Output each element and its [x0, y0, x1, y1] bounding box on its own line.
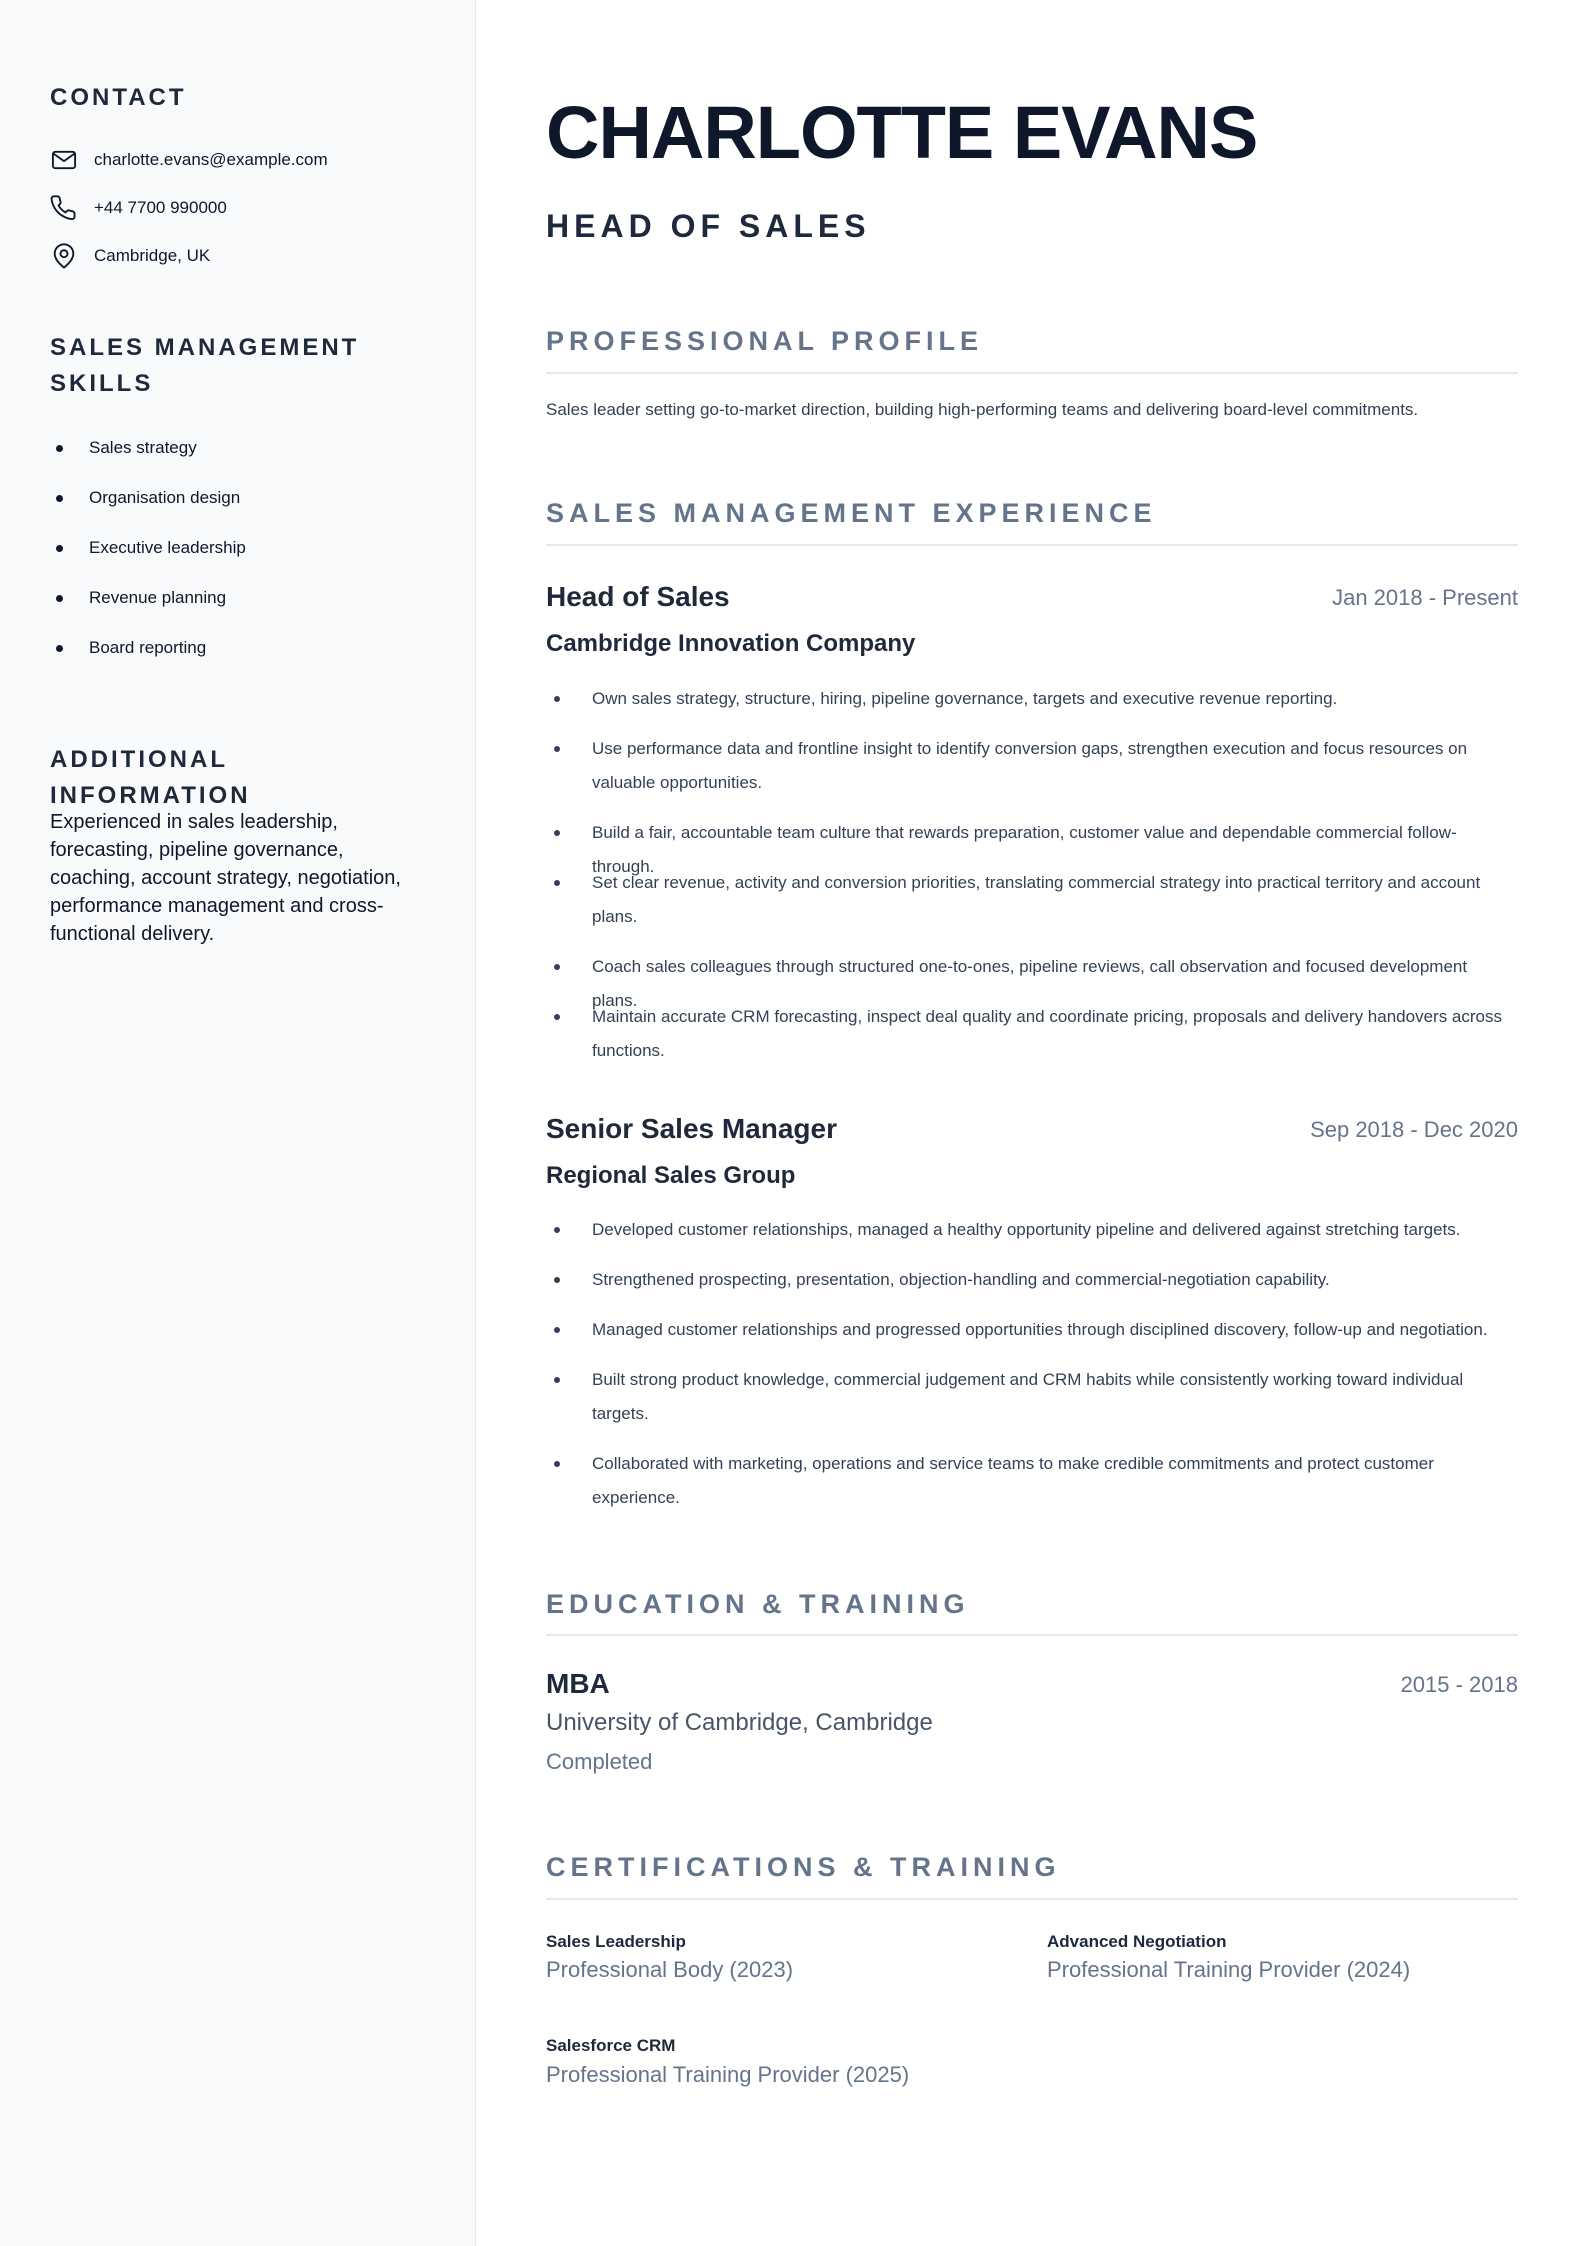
sidebar: [0, 0, 476, 2246]
section-divider: [546, 544, 1518, 546]
bullet-dot: [554, 1014, 560, 1020]
job-bullet: [554, 1000, 1518, 1068]
contact-phone: [50, 193, 227, 223]
bullet-dot: [554, 1461, 560, 1467]
cert-body: Professional Body (2023): [546, 1957, 794, 1982]
education-status: Completed: [546, 1749, 653, 1774]
phone-icon: [50, 194, 78, 222]
skill-label: Organisation design: [89, 488, 241, 507]
job-bullet: [554, 732, 1518, 800]
job-dates: Sep 2018 - Dec 2020: [1310, 1117, 1518, 1142]
bullet-dot: [554, 1227, 560, 1233]
bullet-text: Collaborated with marketing, operations and service teams to make credible commitments and protect customer experience.: [592, 1454, 1434, 1507]
skill-item: [56, 435, 197, 461]
skills-heading: SALES MANAGEMENT SKILLS: [50, 334, 360, 397]
profile-text: Sales leader setting go-to-market direction, building high-performing teams and delivering board-level commitments.: [546, 400, 1419, 419]
cert-body: Professional Training Provider (2024): [1047, 1957, 1411, 1982]
job-bullet: [554, 1263, 1518, 1297]
skill-item: [56, 485, 240, 511]
bullet-text: Developed customer relationships, managed a healthy opportunity pipeline and delivered against stretching targets.: [592, 1220, 1461, 1239]
bullet-text: Maintain accurate CRM forecasting, inspect deal quality and coordinate pricing, proposals and delivery handovers across functions.: [592, 1007, 1502, 1060]
bullet-dot: [554, 1377, 560, 1383]
skill-label: Executive leadership: [89, 538, 246, 557]
bullet-text: Own sales strategy, structure, hiring, pipeline governance, targets and executive revenue reporting.: [592, 689, 1338, 708]
bullet-dot: [554, 746, 560, 752]
job-bullet: [554, 1313, 1518, 1347]
cert-name: Advanced Negotiation: [1047, 1932, 1227, 1951]
education-dates: 2015 - 2018: [1400, 1672, 1518, 1697]
skill-label: Revenue planning: [89, 588, 227, 607]
skill-label: Sales strategy: [89, 438, 197, 457]
job-dates: Jan 2018 - Present: [1332, 585, 1518, 610]
profile-heading: PROFESSIONAL PROFILE: [546, 326, 984, 356]
skill-label: Board reporting: [89, 638, 207, 657]
bullet-text: Build a fair, accountable team culture that rewards preparation, customer value and dependable commercial follow-through.: [592, 823, 1457, 876]
bullet-text: Coach sales colleagues through structured one-to-ones, pipeline reviews, call observation and focused development plans.: [592, 957, 1468, 1010]
job-bullet: [554, 682, 1518, 716]
bullet-dot: [554, 696, 560, 702]
contact-heading: CONTACT: [50, 84, 187, 111]
additional-info-heading: ADDITIONAL INFORMATION: [50, 746, 251, 809]
bullet-dot: [554, 964, 560, 970]
bullet-dot: [56, 645, 63, 652]
section-divider: [546, 1898, 1518, 1900]
job-bullet: [554, 1447, 1518, 1515]
bullet-dot: [56, 545, 63, 552]
candidate-title: HEAD OF SALES: [546, 208, 871, 244]
bullet-text: Use performance data and frontline insight to identify conversion gaps, strengthen execution and focus resources on valuable opportunities.: [592, 739, 1468, 792]
email-text: charlotte.evans@example.com: [94, 150, 328, 169]
skill-item: [56, 585, 226, 611]
experience-heading: SALES MANAGEMENT EXPERIENCE: [546, 498, 1157, 528]
bullet-dot: [554, 1327, 560, 1333]
certifications-heading: CERTIFICATIONS & TRAINING: [546, 1852, 1061, 1882]
additional-info-text: Experienced in sales leadership, forecasting, pipeline governance, coaching, account strategy, negotiation, performance management and cross-functional delivery.: [50, 811, 401, 945]
education-heading: EDUCATION & TRAINING: [546, 1589, 970, 1619]
bullet-dot: [56, 445, 63, 452]
bullet-text: Built strong product knowledge, commercial judgement and CRM habits while consistently working toward individual targets.: [592, 1370, 1464, 1423]
bullet-text: Strengthened prospecting, presentation, objection-handling and commercial-negotiation capability.: [592, 1270, 1330, 1289]
contact-email: [50, 145, 328, 175]
location-pin-icon: [50, 242, 78, 270]
candidate-name: CHARLOTTE EVANS: [546, 91, 1258, 174]
job-title: Senior Sales Manager: [546, 1113, 838, 1144]
bullet-text: Managed customer relationships and progressed opportunities through disciplined discovery, follow-up and negotiation.: [592, 1320, 1488, 1339]
section-divider: [546, 372, 1518, 374]
mail-icon: [50, 146, 78, 174]
phone-text: +44 7700 990000: [94, 198, 227, 217]
job-bullet: [554, 866, 1518, 934]
job-title: Head of Sales: [546, 581, 730, 612]
cert-body: Professional Training Provider (2025): [546, 2062, 910, 2087]
company-name: Regional Sales Group: [546, 1162, 796, 1189]
location-text: Cambridge, UK: [94, 246, 211, 265]
skill-item: [56, 535, 246, 561]
bullet-dot: [554, 1277, 560, 1283]
bullet-dot: [554, 880, 560, 886]
school: University of Cambridge, Cambridge: [546, 1709, 933, 1736]
bullet-dot: [56, 595, 63, 602]
company-name: Cambridge Innovation Company: [546, 630, 916, 657]
bullet-text: Set clear revenue, activity and conversion priorities, translating commercial strategy into practical territory and account plans.: [592, 873, 1481, 926]
skill-item: [56, 635, 206, 661]
job-bullet: [554, 1213, 1518, 1247]
bullet-dot: [554, 830, 560, 836]
section-divider: [546, 1634, 1518, 1636]
cert-name: Sales Leadership: [546, 1932, 686, 1951]
cert-name: Salesforce CRM: [546, 2036, 676, 2055]
degree: MBA: [546, 1668, 610, 1699]
job-bullet: [554, 1363, 1518, 1431]
contact-location: [50, 241, 210, 271]
bullet-dot: [56, 495, 63, 502]
